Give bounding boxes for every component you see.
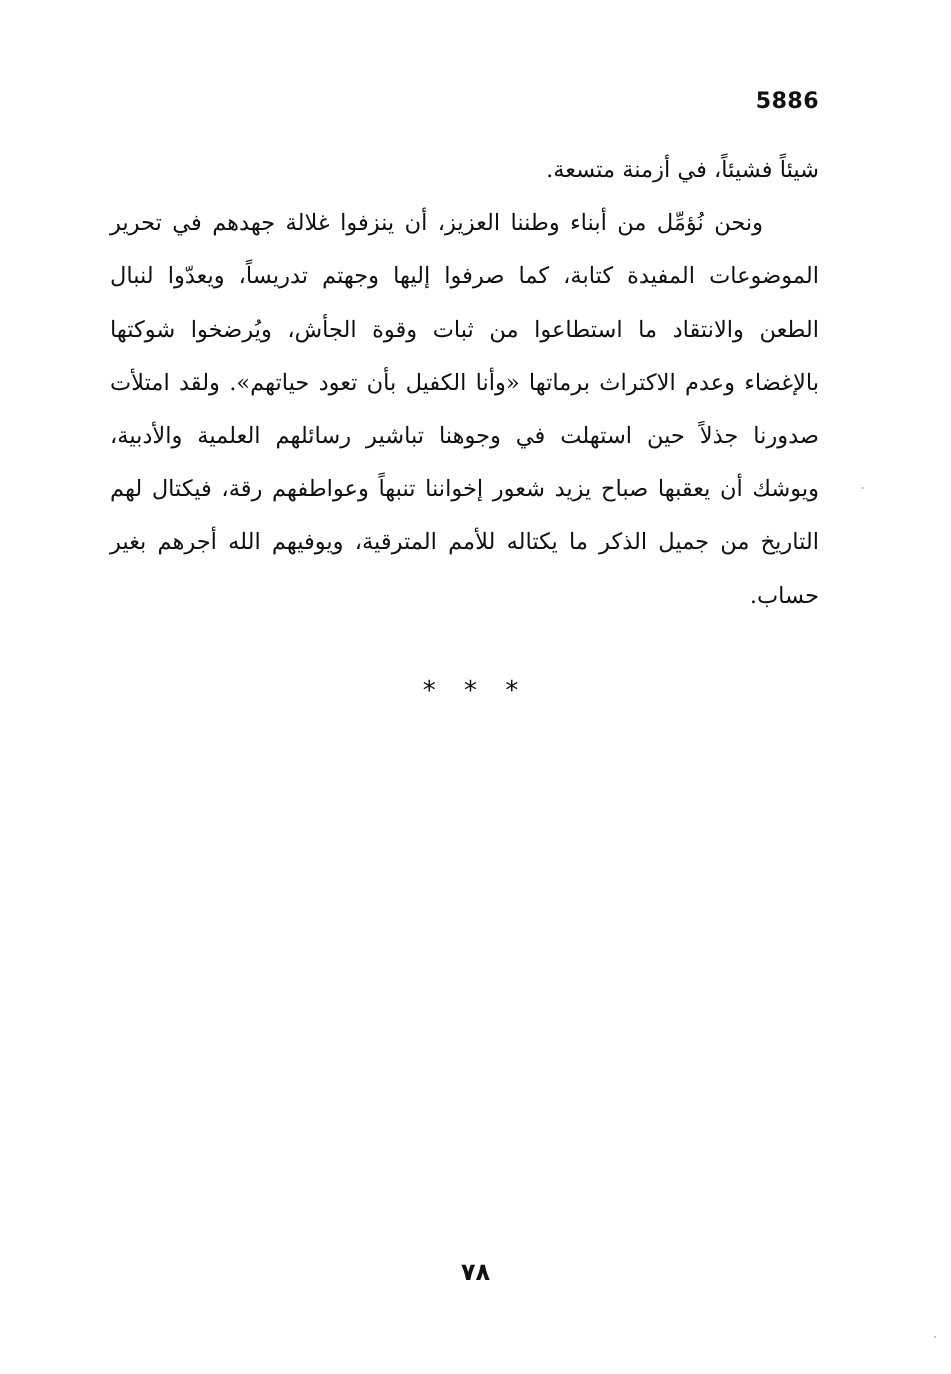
paragraph-opening-line: شيئاً فشيئاً، في أزمنة متسعة. [546, 157, 819, 183]
scan-speck [934, 1336, 936, 1338]
paragraph-main: ونحن نُؤمِّل من أبناء وطننا العزيز، أن ينزفوا غلالة جهدهم في تحرير الموضوعات المفيدة كتابة، كما صرفوا إليها وجهتم تدريساً، ويعدّوا لنبال الطعن والانتقاد ما استطاعوا من ثبات وقوة الجأش، ويُرضخوا شوكتها بالإغضاء وعدم الاكتراث برماتها «وأنا الكفيل بأن تعود حياتهم». ولقد امتلأت صدورنا جذلاً حين استهلت في وجوهنا تباشير رسائلهم العلمية والأدبية، ويوشك أن يعقبها صباح يزيد شعور إخواننا تنبهاً وعواطفهم رقة، فيكتال لهم التاريخ من جميل الذكر ما يكتاله للأمم المترقية، ويوفيهم الله أجرهم بغير حساب. [110, 210, 819, 609]
page-number: ٧٨ [460, 1258, 491, 1286]
scan-speck [862, 487, 864, 489]
document-id-label: 5886 [755, 89, 819, 114]
section-separator-asterisks: * * * [422, 676, 529, 706]
body-text [110, 144, 819, 623]
